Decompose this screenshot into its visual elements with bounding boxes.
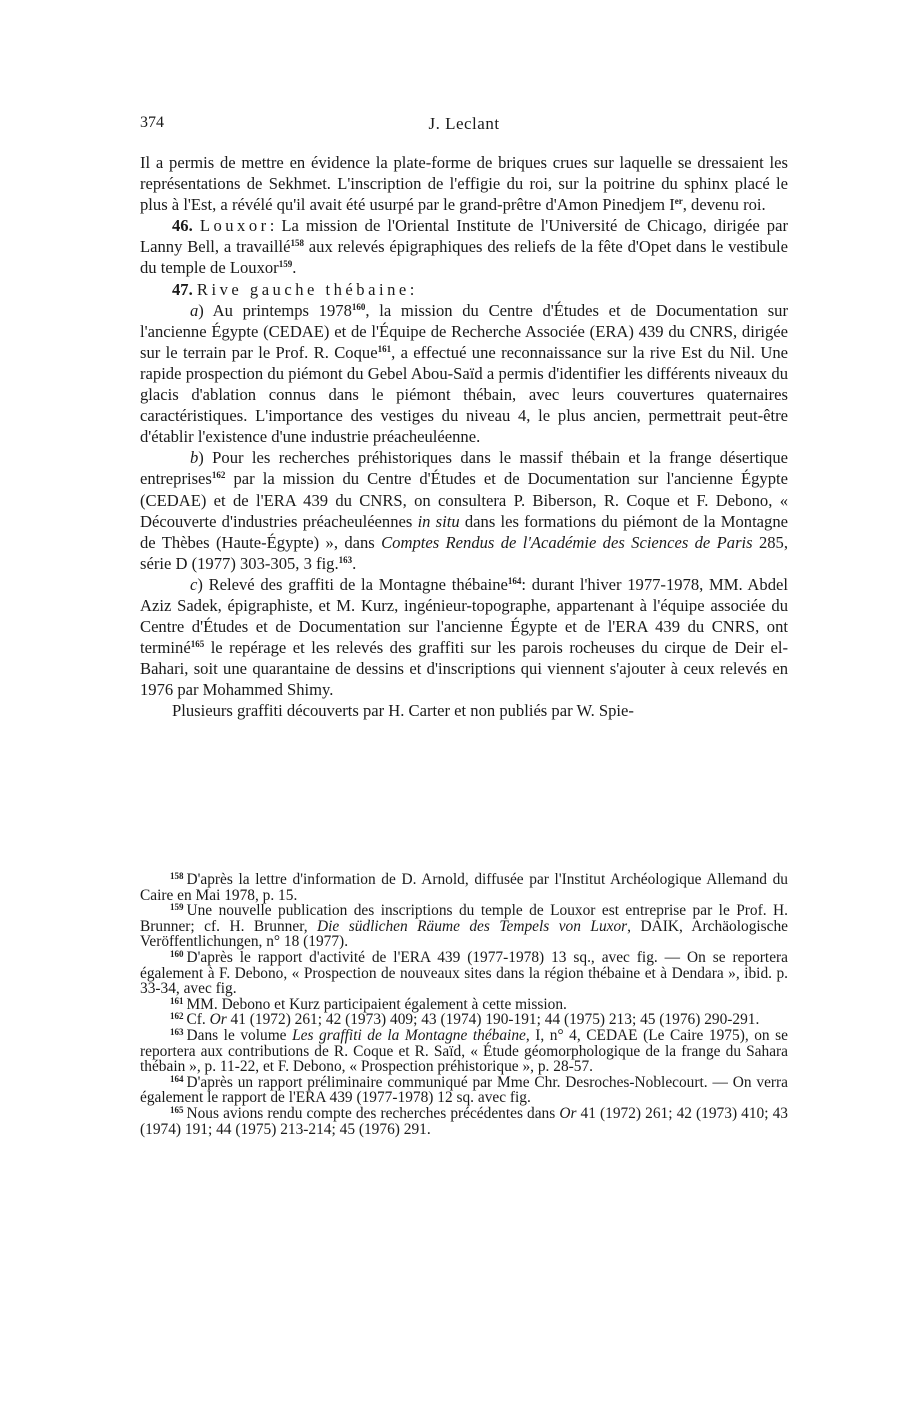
page-number: 374	[140, 114, 164, 131]
footnote-ref-165[interactable]: 165	[190, 639, 205, 650]
subsection-c: c) Relevé des graffiti de la Montagne thébaine$^{164}$: durant l'hiver 1977-1978, MM. Abdel Aziz Sadek, épigraphiste, et M. Kurz, ingénieur-topographe, appartenant à l'équipe associée du Centre d'Études et de Documentation sur l'ancienne Égypte et de l'ERA 439 du CNRS, ont terminé$^{165}$ le repérage et les relevés des graffiti sur les parois rocheuses du cirque de Deir el-Bahari, soit une quarantaine de dessins et d'inscriptions qui viennent s'ajouter à ceux relevés en 1976 par Mohammed Shimy.	[140, 574, 788, 700]
footnote-ref-162[interactable]: 162	[211, 470, 226, 481]
subsection-a: a) Au printemps 1978$^{160}$, la mission du Centre d'Études et de Documentation sur l'ancienne Égypte (CEDAE) et de l'Équipe de Recherche Associée (ERA) 439 du CNRS, dirigée sur le terrain par le Prof. R. Coque$^{161}$, a effectué une reconnaissance sur la rive Est du Nil. Une rapide prospection du piémont du Gebel Abou-Saïd a permis d'identifier les différents niveaux du glacis d'ablation connus dans le piémont thébain, avec leurs couvertures quaternaires caractéristiques. L'importance des vestiges du niveau 4, le plus ancien, permettrait peut-être d'établir l'existence d'une industrie préacheuléenne.	[140, 300, 789, 447]
section-46: 46. Louxor: La mission de l'Oriental Institute de l'Université de Chicago, dirigée par Lanny Bell, a travaillé$^{158}$ aux relevés épigraphiques des reliefs de la fête d'Opet dans le vestibule du temple de Louxor$^{159}$.	[140, 216, 788, 278]
footnote-161: $^{161}$ MM. Debono et Kurz participaient également à cette mission.	[170, 995, 567, 1013]
footnote-164: $^{164}$ D'après un rapport préliminaire communiqué par Mme Chr. Desroches-Noblecourt. — On verra également le rapport de l'ERA 439 (1977-1978) 12 sq. avec fig.	[140, 1073, 788, 1107]
paragraph-last: Plusieurs graffiti découverts par H. Carter et non publiés par W. Spie-	[172, 701, 634, 721]
footnote-165: $^{165}$ Nous avions rendu compte des recherches précédentes dans Or 41 (1972) 261; 42 (1973) 410; 43 (1974) 191; 44 (1975) 213-214; 45 (1976) 291.	[140, 1104, 788, 1138]
footnote-ref-164[interactable]: 164	[507, 575, 522, 586]
footnote-ref-158[interactable]: 158	[290, 238, 304, 249]
footnote-ref-159[interactable]: 159	[278, 259, 293, 270]
footnote-ref-163[interactable]: 163	[338, 554, 353, 565]
running-head: J. Leclant	[428, 114, 500, 133]
body-text	[140, 152, 788, 722]
paragraph-continuation: Il a permis de mettre en évidence la plate-forme de briques crues sur laquelle se dressaient les représentations de Sekhmet. L'inscription de l'effigie du roi, sur la poitrine du sphinx placé le plus à l'Est, a révélé qu'il avait été usurpé par le grand-prêtre d'Amon Pinedjem Ier, devenu roi.	[140, 153, 788, 215]
footnote-ref-161[interactable]: 161	[377, 343, 392, 354]
footnote-159: $^{159}$ Une nouvelle publication des inscriptions du temple de Louxor est entreprise par le Prof. H. Brunner; cf. H. Brunner, Die südlichen Räume des Tempels von Luxor, DAIK, Archäologische Veröffentlichungen, n° 18 (1977).	[140, 902, 789, 951]
footnote-160: $^{160}$ D'après le rapport d'activité de l'ERA 439 (1977-1978) 13 sq., avec fig. — On se reportera également à F. Debono, « Prospection de nouveaux sites dans la région thébaine et à Dendara », ibid. p. 33-34, avec fig.	[140, 948, 788, 998]
footnote-162: $^{162}$ Cf. Or 41 (1972) 261; 42 (1973) 409; 43 (1974) 190-191; 44 (1975) 213; 45 (1976) 290-291.	[170, 1011, 760, 1029]
page-header	[140, 114, 788, 138]
footnote-ref-160[interactable]: 160	[351, 301, 366, 312]
footnote-163: $^{163}$ Dans le volume Les graffiti de la Montagne thébaine, I, n° 4, CEDAE (Le Caire 1975), on se reportera aux contributions de R. Coque et R. Saïd, « Étude géomorphologique de la frange du Sahara thébain », p. 11-22, et F. Debono, « Prospection préhistorique », p. 28-57.	[140, 1026, 788, 1076]
footnote-158: $^{158}$ D'après la lettre d'information de D. Arnold, diffusée par l'Institut Archéologique Allemand du Caire en Mai 1978, p. 15.	[140, 871, 788, 904]
footnotes	[140, 872, 788, 1137]
subsection-b: b) Pour les recherches préhistoriques dans le massif thébain et la frange désertique entreprises$^{162}$ par la mission du Centre d'Études et de Documentation sur l'ancienne Égypte (CEDAE) et de l'ERA 439 du CNRS, on consultera P. Biberson, R. Coque et F. Debono, « Découverte d'industries préacheuléennes in situ dans les formations du piémont de la Montagne de Thèbes (Haute-Égypte) », dans Comptes Rendus de l'Académie des Sciences de Paris 285, série D (1977) 303-305, 3 fig.$^{163}$.	[140, 448, 789, 573]
section-47: 47. Rive gauche thébaine:	[172, 279, 415, 299]
